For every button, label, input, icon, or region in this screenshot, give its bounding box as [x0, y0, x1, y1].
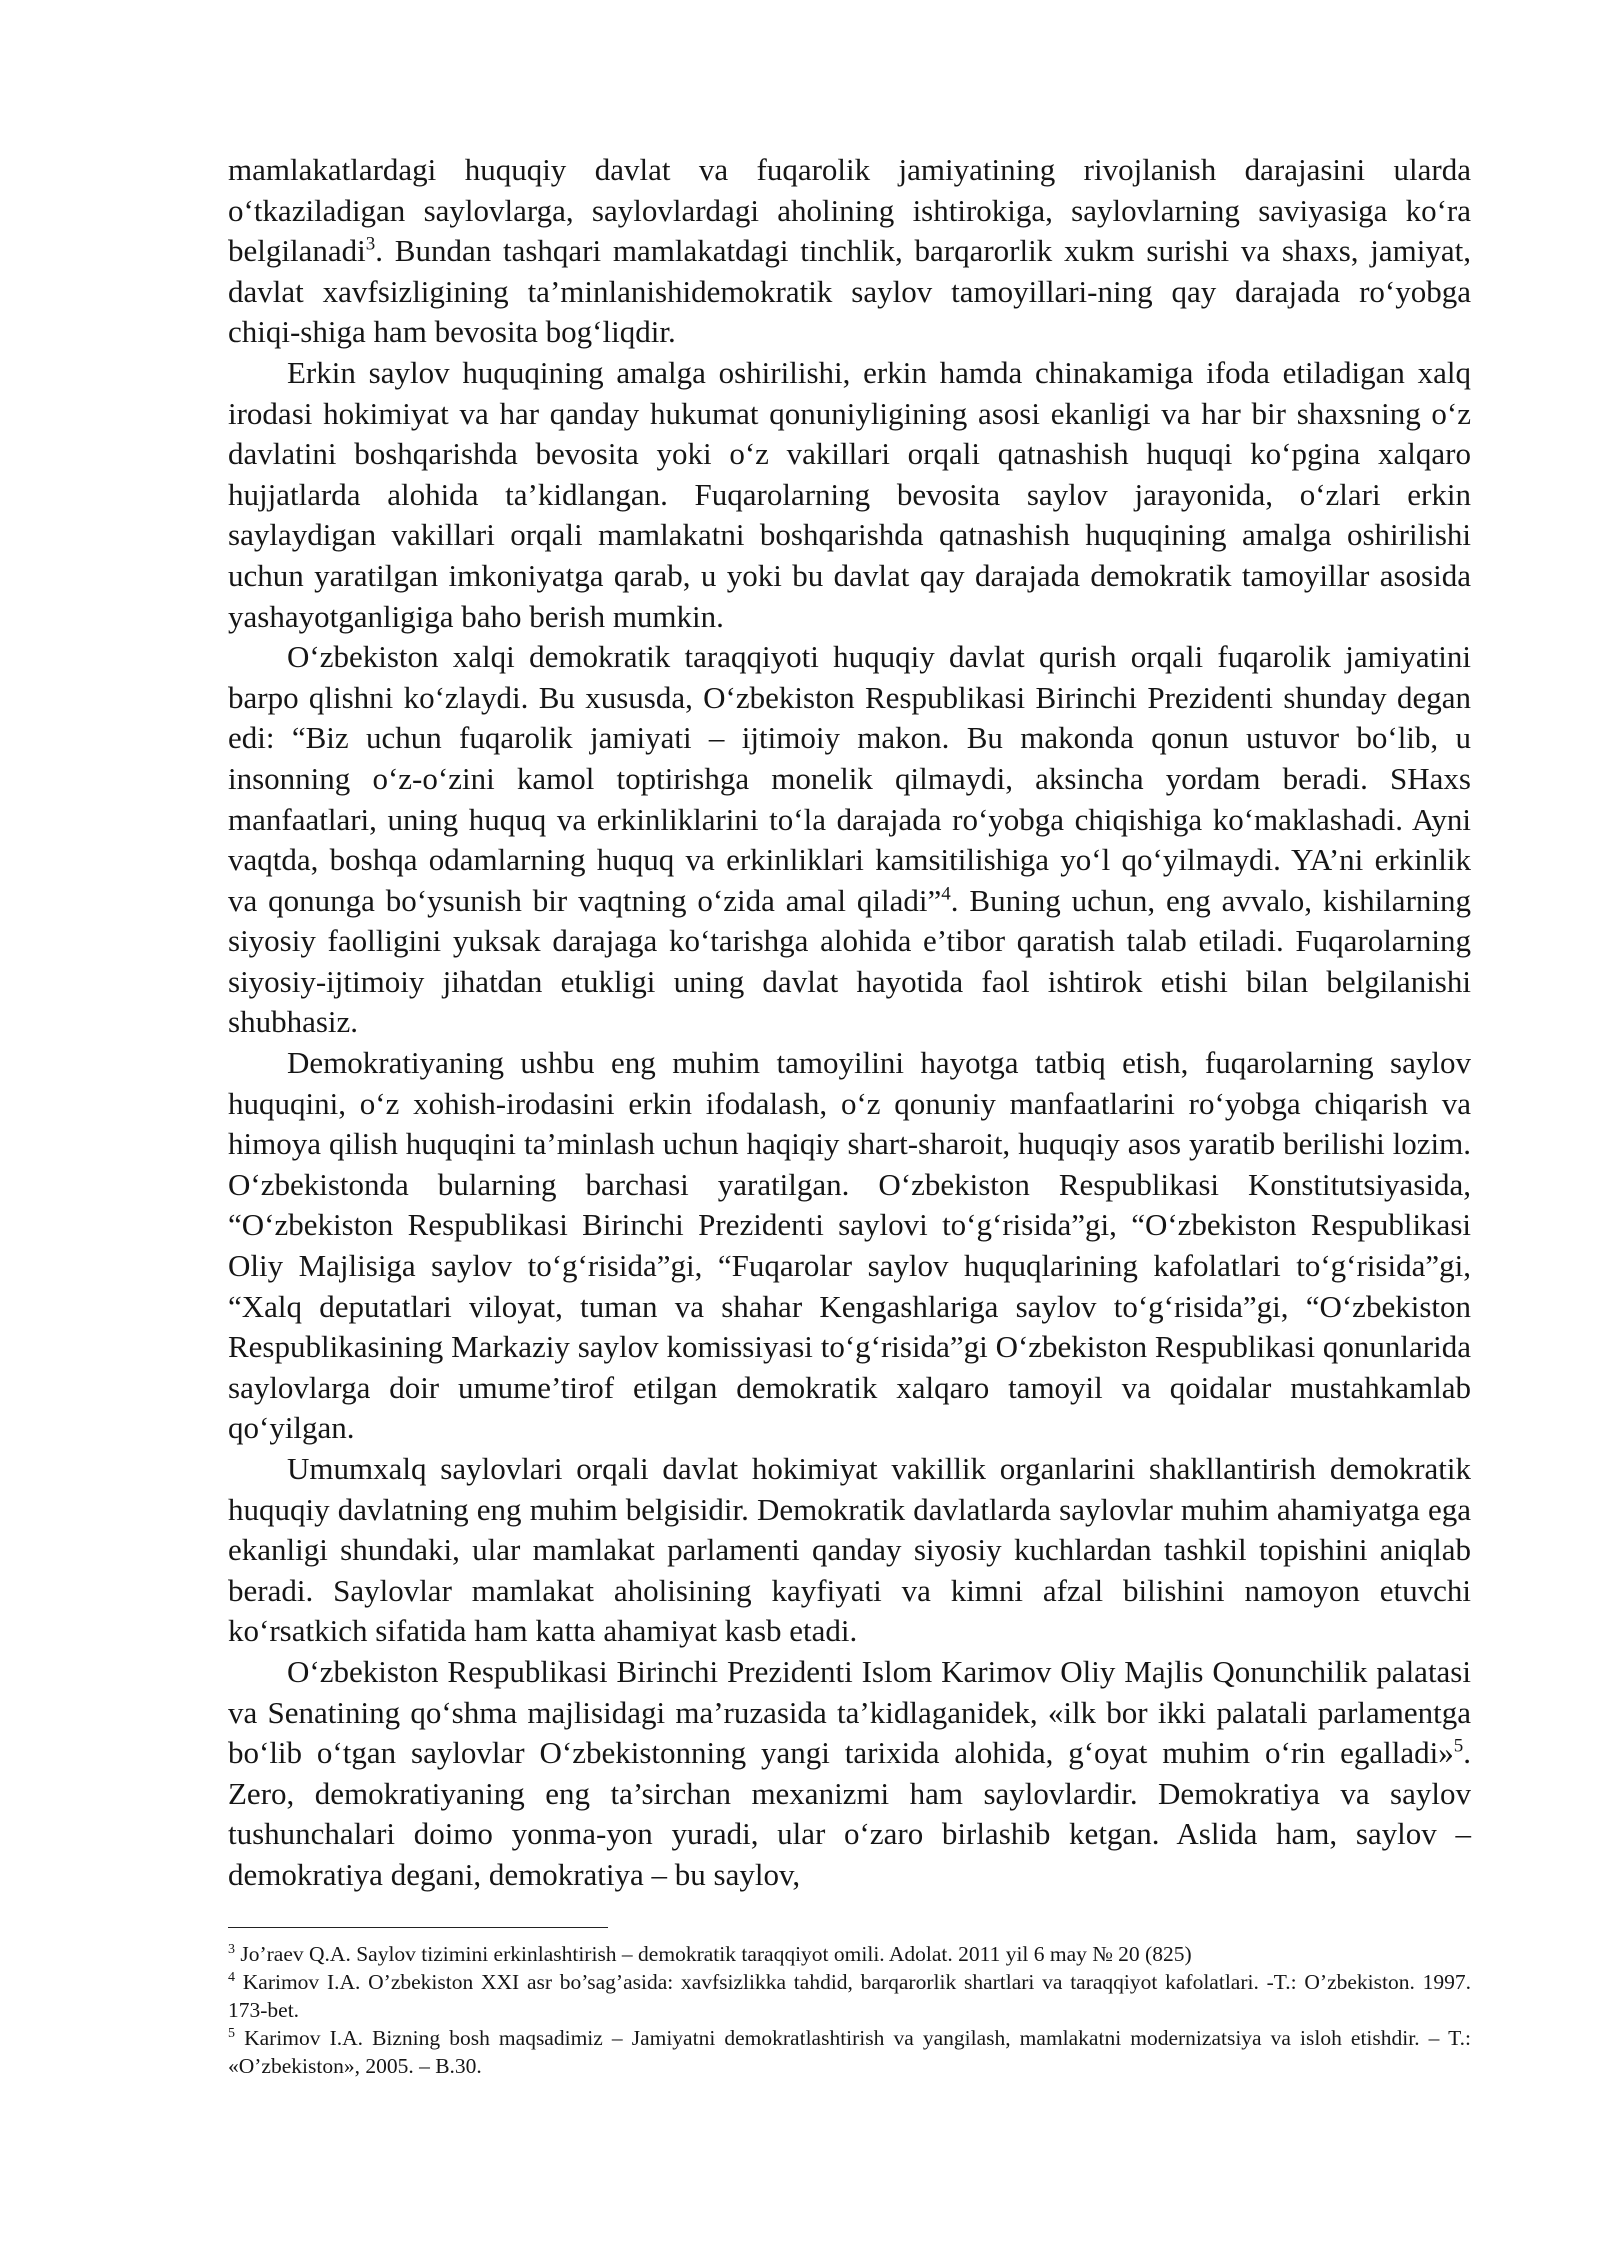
footnote-3 — [228, 1940, 1471, 1968]
paragraph-text: O‘zbekiston Respublikasi Birinchi Prezidenti Islom Karimov Oliy Majlis Qonunchilik palatasi va Senatining qo‘shma majlisidagi ma’ruzasida ta’kidlaganidek, «ilk bor ikki palatali parlamentga bo‘lib o‘tgan saylovlar O‘zbekistonning yangi tarixida alohida, g‘oyat muhim o‘rin egalladi» — [228, 1653, 1471, 1771]
footnote-number: 3 — [228, 1941, 235, 1957]
paragraph-1 — [228, 150, 1471, 353]
paragraph-3 — [228, 637, 1471, 1043]
paragraph-text: . Zero, demokratiyaning eng ta’sirchan mexanizmi ham saylovlardir. Demokratiya va saylov tushunchalari doimo yonma-yon yuradi, ular o‘zaro birlashib ketgan. Aslida ham, saylov – demokratiya degani, demokratiya – bu saylov, — [228, 1735, 1471, 1892]
paragraph-2: Erkin saylov huquqining amalga oshirilishi, erkin hamda chinakamiga ifoda etiladigan xalq irodasi hokimiyat va har qanday hukumat qonuniyligining asosi ekanligi va har bir shaxsning o‘z davlatini boshqarishda bevosita yoki o‘z vakillari orqali qatnashish huquqi ko‘pgina xalqaro hujjatlarda alohida ta’kidlangan. Fuqarolarning bevosita saylov jarayonida, o‘zlari erkin saylaydigan vakillari orqali mamlakatni boshqarishda qatnashish huquqining amalga oshirilishi uchun yaratilgan imkoniyatga qarab, u yoki bu davlat qay darajada demokratik tamoyillar asosida yashayotganligiga baho berish mumkin. — [228, 354, 1471, 634]
footnote-ref-3: 3 — [365, 233, 376, 255]
paragraph-text: . Bundan tashqari mamlakatdagi tinchlik, barqarorlik xukm surishi va shaxs, jamiyat, davlat xavfsizligining ta’minlanishidemokratik saylov tamoyillari-ning qay darajada ro‘yobga chiqi-shiga ham bevosita bog‘liqdir. — [228, 233, 1471, 350]
paragraph-text: . Buning uchun, eng avvalo, kishilarning siyosiy faolligini yuksak darajaga ko‘tarishga alohida e’tibor qaratish talab etiladi. Fuqarolarning siyosiy-ijtimoiy jihatdan etukligi uning davlat hayotida faol ishtirok etishi bilan belgilanishi shubhasiz. — [228, 882, 1472, 1040]
paragraph-6 — [228, 1652, 1471, 1896]
footnote-text: Jo’raev Q.A. Saylov tizimini erkinlashtirish – demokratik taraqqiyot omili. Adolat. 2011 yil 6 may № 20 (825) — [235, 1942, 1192, 1966]
footnote-text: Karimov I.A. O’zbekiston XXI asr bo’sag’asida: xavfsizlikka tahdid, barqarorlik shartlari va taraqqiyot kafolatlari. -T.: O’zbekiston. 1997. 173-bet. — [228, 1970, 1471, 2022]
footnote-4 — [228, 1968, 1471, 2024]
footnote-separator — [228, 1927, 608, 1928]
footnotes — [228, 1940, 1471, 2080]
footnote-5 — [228, 2024, 1471, 2080]
footnote-number: 5 — [228, 2025, 235, 2041]
footnote-text: Karimov I.A. Bizning bosh maqsadimiz – Jamiyatni demokratlashtirish va yangilash, mamlakatni modernizatsiya va isloh etishdir. – T.: «O’zbekiston», 2005. – B.30. — [228, 2026, 1471, 2078]
footnote-ref-4: 4 — [941, 883, 951, 905]
paragraph-text: mamlakatlardagi huquqiy davlat va fuqarolik jamiyatining rivojlanish darajasini ularda o‘tkaziladigan saylovlarga, saylovlardagi aholining ishtirokiga, saylovlarning saviyasiga ko‘ra belgilanadi — [228, 152, 1471, 269]
document-body — [228, 150, 1471, 1896]
paragraph-4: Demokratiyaning ushbu eng muhim tamoyilini hayotga tatbiq etish, fuqarolarning saylov huquqini, o‘z xohish-irodasini erkin ifodalash, o‘z qonuniy manfaatlarini ro‘yobga chiqarish va himoya qilish huquqini ta’minlash uchun haqiqiy shart-sharoit, huquqiy asos yaratib berilishi lozim. O‘zbekistonda bularning barchasi yaratilgan. O‘zbekiston Respublikasi Konstitutsiyasida, “O‘zbekiston Respublikasi Birinchi Prezidenti saylovi to‘g‘risida”gi, “O‘zbekiston Respublikasi Oliy Majlisiga saylov to‘g‘risida”gi, “Fuqarolar saylov huquqlarining kafolatlari to‘g‘risida”gi, “Xalq deputatlari viloyat, tuman va shahar Kengashlariga saylov to‘g‘risida”gi, “O‘zbekiston Respublikasining Markaziy saylov komissiyasi to‘g‘risida”gi O‘zbekiston Respublikasi qonunlarida saylovlarga doir umume’tirof etilgan demokratik xalqaro tamoyil va qoidalar mustahkamlab qo‘yilgan. — [228, 1045, 1471, 1446]
footnote-number: 4 — [228, 1969, 235, 1985]
paragraph-5: Umumxalq saylovlari orqali davlat hokimiyat vakillik organlarini shakllantirish demokratik huquqiy davlatning eng muhim belgisidir. Demokratik davlatlarda saylovlar muhim ahamiyatga ega ekanligi shundaki, ular mamlakat parlamenti qanday siyosiy kuchlardan tashkil topishini aniqlab beradi. Saylovlar mamlakat aholisining kayfiyati va kimni afzal bilishini namoyon etuvchi ko‘rsatkich sifatida ham katta ahamiyat kasb etadi. — [228, 1451, 1471, 1649]
paragraph-text: O‘zbekiston xalqi demokratik taraqqiyoti huquqiy davlat qurish orqali fuqarolik jamiyatini barpo qlishni ko‘zlaydi. Bu xususda, O‘zbekiston Respublikasi Birinchi Prezidenti shunday degan edi: “Biz uchun fuqarolik jamiyati – ijtimoiy makon. Bu makonda qonun ustuvor bo‘lib, u insonning o‘z-o‘zini kamol toptirishga monelik qilmaydi, aksincha yordam beradi. SHaxs manfaatlari, uning huquq va erkinliklarini to‘la darajada ro‘yobga chiqishiga ko‘maklashadi. Ayni vaqtda, boshqa odamlarning huquq va erkinliklari kamsitilishiga yo‘l qo‘yilmaydi. YA’ni erkinlik va qonunga bo‘ysunish bir vaqtning o‘zida amal qiladi” — [228, 639, 1471, 918]
footnote-ref-5: 5 — [1453, 1735, 1464, 1757]
